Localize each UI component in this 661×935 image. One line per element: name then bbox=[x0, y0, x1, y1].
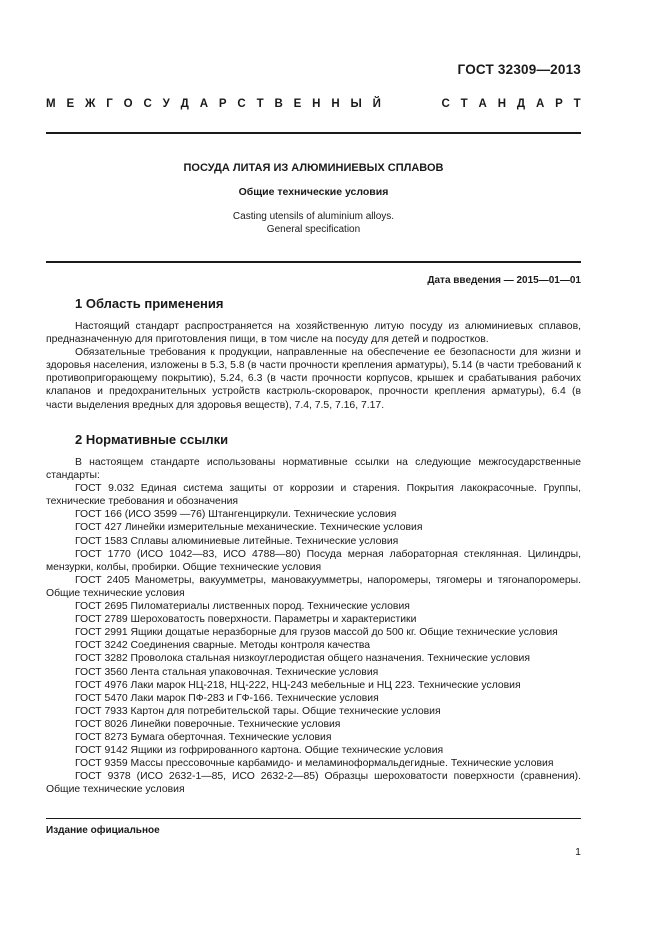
word-gap bbox=[417, 98, 431, 110]
interstate-letter: О bbox=[123, 98, 133, 110]
word-gap bbox=[392, 98, 406, 110]
interstate-letter: Ы bbox=[350, 98, 362, 110]
section1-heading: 1 Область применения bbox=[75, 296, 224, 311]
english-title-line1: Casting utensils of aluminium alloys. bbox=[232, 211, 395, 222]
interstate-letter: Г bbox=[106, 98, 113, 110]
interstate-letter: Е bbox=[66, 98, 75, 110]
reference-item: ГОСТ 4976 Лаки марок НЦ-218, НЦ-222, НЦ-243 мебельные и НЦ 223. Технические условия bbox=[75, 679, 521, 691]
reference-item: ГОСТ 3282 Проволока стальная низкоуглеродистая общего назначения. Технические условия bbox=[75, 653, 530, 665]
interstate-letter: А bbox=[478, 98, 487, 110]
interstate-letter: Е bbox=[293, 98, 302, 110]
official-edition-label: Издание официальное bbox=[46, 825, 160, 836]
interstate-letter: Т bbox=[256, 98, 264, 110]
section2-body bbox=[46, 456, 581, 796]
interstate-letter: Д bbox=[180, 98, 189, 110]
standard-number: ГОСТ 32309—2013 bbox=[457, 62, 581, 77]
reference-item: ГОСТ 2405 Манометры, вакуумметры, мановакуумметры, напоромеры, тягомеры и тягонапоромеры. Общие технические условия bbox=[46, 574, 581, 599]
header-rule bbox=[46, 132, 581, 134]
interstate-letter: Т bbox=[573, 98, 581, 110]
reference-item: ГОСТ 3242 Соединения сварные. Методы контроля качества bbox=[75, 640, 371, 652]
reference-item: ГОСТ 9359 Массы прессовочные карбамидо- и меламиноформальдегидные. Технические условия bbox=[75, 758, 554, 770]
english-title bbox=[46, 210, 581, 236]
section1-paragraph: Настоящий стандарт распространяется на хозяйственную литую посуду из алюминиевых сплавов, предназначенную для приготовления пищи, в том числе на посуду для детей и подростков. bbox=[46, 321, 581, 346]
interstate-letter: Т bbox=[460, 98, 468, 110]
section1-body bbox=[46, 320, 581, 412]
reference-item: ГОСТ 9378 (ИСО 2632-1—85, ИСО 2632-2—85) Образцы шероховатости поверхности (сравнения). Общие технические условия bbox=[46, 771, 581, 796]
interstate-letter: Р bbox=[555, 98, 563, 110]
reference-item: ГОСТ 3560 Лента стальная упаковочная. Технические условия bbox=[75, 666, 379, 678]
page-number: 1 bbox=[575, 846, 581, 858]
interstate-letter: С bbox=[143, 98, 152, 110]
reference-item: ГОСТ 2789 Шероховатость поверхности. Параметры и характеристики bbox=[75, 614, 417, 626]
interstate-letter: А bbox=[535, 98, 545, 110]
reference-item: ГОСТ 8273 Бумага оберточная. Технические условия bbox=[75, 731, 332, 743]
interstate-letter: У bbox=[162, 98, 170, 110]
title-rule bbox=[46, 261, 581, 263]
reference-item: ГОСТ 8026 Линейки поверочные. Технические условия bbox=[75, 718, 341, 730]
interstate-letter: М bbox=[46, 98, 56, 110]
reference-item: ГОСТ 166 (ИСО 3599 —76) Штангенциркули. Технические условия bbox=[75, 509, 397, 521]
section2-intro: В настоящем стандарте использованы нормативные ссылки на следующие межгосударственные стандарты: bbox=[46, 457, 581, 482]
reference-list bbox=[46, 482, 581, 796]
interstate-letter: В bbox=[274, 98, 283, 110]
english-title-line2: General specification bbox=[266, 224, 361, 235]
interstate-letter: А bbox=[199, 98, 209, 110]
interstate-letter: Н bbox=[497, 98, 507, 110]
interstate-letter: Ж bbox=[84, 98, 96, 110]
reference-item: ГОСТ 9.032 Единая система защиты от коррозии и старения. Покрытия лакокрасочные. Группы, технические требования и обозначения bbox=[46, 483, 581, 508]
interstate-letter: Р bbox=[218, 98, 227, 110]
date-of-introduction: Дата введения — 2015—01—01 bbox=[427, 275, 581, 286]
interstate-letter: Д bbox=[516, 98, 526, 110]
reference-item: ГОСТ 5470 Лаки марок ПФ-283 и ГФ-166. Технические условия bbox=[75, 692, 379, 704]
reference-item: ГОСТ 1583 Сплавы алюминиевые литейные. Технические условия bbox=[75, 535, 399, 547]
reference-item: ГОСТ 2695 Пиломатериалы лиственных пород. Технические условия bbox=[75, 601, 410, 613]
section1-paragraph: Обязательные требования к продукции, направленные на обеспечение ее безопасности для жизни и здоровья населения, изложены в 5.3, 5.8 (в части прочности крепления арматуры), 5.14 (в части требований к противопригорающему покрытию), 5.24, 6.3 (в части прочности корпусов, крышек и срабатывания рабочих клапанов и предохранительных устройств кастрюль-скороварок, прочности крепления арматуры), 6.4 (в части выделения вредных для здоровья веществ), 7.4, 7.5, 7.16, 7.17. bbox=[46, 347, 581, 411]
reference-item: ГОСТ 9142 Ящики из гофрированного картона. Общие технические условия bbox=[75, 745, 444, 757]
reference-item: ГОСТ 2991 Ящики дощатые неразборные для грузов массой до 500 кг. Общие технические условия bbox=[75, 627, 558, 639]
reference-item: ГОСТ 1770 (ИСО 1042—83, ИСО 4788—80) Посуда мерная лабораторная стеклянная. Цилиндры, мензурки, колбы, пробирки. Общие технические условия bbox=[46, 548, 581, 573]
interstate-letter: С bbox=[441, 98, 450, 110]
interstate-letter: Й bbox=[372, 98, 381, 110]
interstate-standard-heading bbox=[46, 98, 581, 110]
reference-item: ГОСТ 7933 Картон для потребительской тары. Общие технические условия bbox=[75, 705, 441, 717]
footer-rule bbox=[46, 818, 581, 819]
interstate-letter: Н bbox=[312, 98, 321, 110]
document-subtitle: Общие технические условия bbox=[238, 186, 389, 198]
interstate-letter: С bbox=[237, 98, 246, 110]
reference-item: ГОСТ 427 Линейки измерительные механические. Технические условия bbox=[75, 522, 423, 534]
document-title: ПОСУДА ЛИТАЯ ИЗ АЛЮМИНИЕВЫХ СПЛАВОВ bbox=[183, 162, 444, 174]
interstate-letter: Н bbox=[331, 98, 340, 110]
section2-heading: 2 Нормативные ссылки bbox=[75, 432, 229, 447]
